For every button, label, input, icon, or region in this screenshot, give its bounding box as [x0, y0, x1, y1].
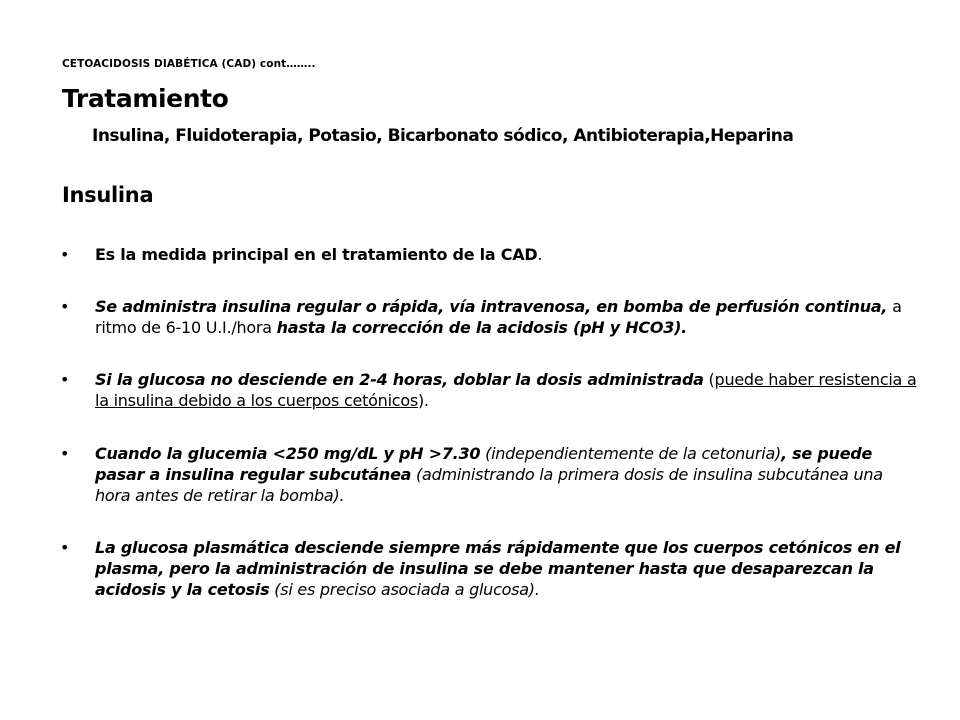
slide-title: Tratamiento [62, 84, 229, 113]
bullet-list [60, 244, 920, 600]
bullet-marker: • [60, 245, 70, 264]
bullet-marker: • [60, 444, 70, 463]
bullet-marker: • [60, 538, 70, 557]
bullet-text: Se administra insulina regular o rápida, vía intravenosa, en bomba de perfusión continua, [95, 297, 888, 316]
bullet-text: Si la glucosa no desciende en 2-4 horas, doblar la dosis administrada [95, 370, 704, 389]
bullet-text: Cuando la glucemia <250 mg/dL y pH >7.30 [95, 444, 481, 463]
bullet-text: hasta la corrección de la acidosis (pH y HCO3). [276, 318, 688, 337]
bullet-item [60, 537, 920, 600]
bullet-text: . [537, 245, 543, 264]
bullet-marker: • [60, 297, 70, 316]
bullet-text: (independientemente de la cetonuria) [480, 444, 781, 463]
bullet-text: a ritmo de 6-10 U.I./hora [95, 297, 902, 337]
bullet-text: ( [703, 370, 715, 389]
bullet-item [60, 244, 920, 265]
bullet-text: ). [417, 391, 429, 410]
slide-supertitle: CETOACIDOSIS DIABÉTICA (CAD) cont…….. [62, 58, 316, 70]
bullet-text: La glucosa plasmática desciende siempre más rápidamente que los cuerpos cetónicos en el plasma, pero la administración de insulina se debe mantener hasta que desaparezcan la acidosis y la cetosis [95, 538, 901, 599]
bullet-item [60, 443, 920, 506]
bullet-marker: • [60, 370, 70, 389]
section-heading: Insulina [62, 183, 154, 207]
bullet-text: Es la medida principal en el tratamiento de la CAD [95, 245, 538, 264]
slide-subtitle: Insulina, Fluidoterapia, Potasio, Bicarbonato sódico, Antibioterapia,Heparina [92, 126, 794, 146]
bullet-text: , se puede pasar a insulina regular subcutánea [95, 444, 873, 484]
bullet-item [60, 369, 920, 411]
bullet-text: (si es preciso asociada a glucosa). [269, 580, 540, 599]
bullet-text: (administrando la primera dosis de insulina subcutánea una hora antes de retirar la bomba). [95, 465, 883, 505]
bullet-item [60, 296, 920, 338]
bullet-text: puede haber resistencia a la insulina debido a los cuerpos cetónicos [95, 370, 917, 410]
